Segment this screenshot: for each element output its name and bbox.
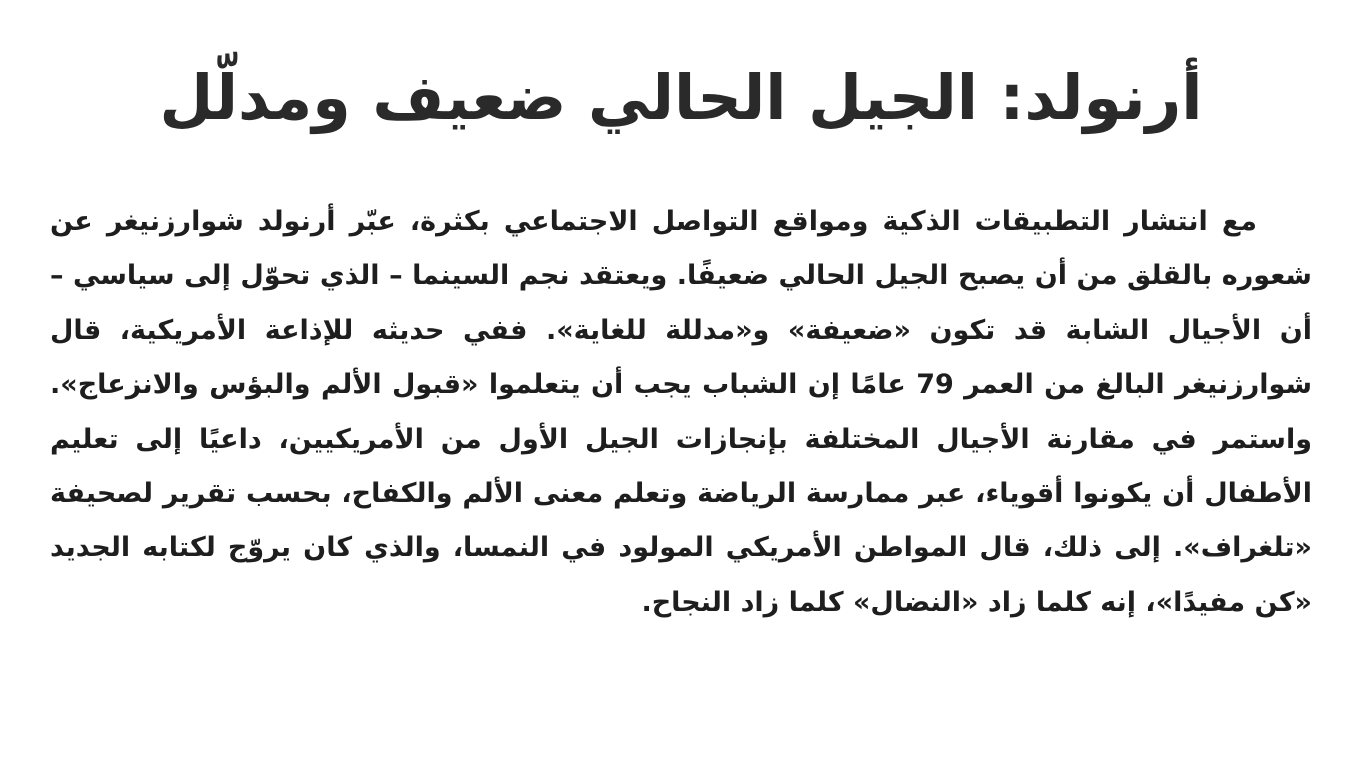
article-body: مع انتشار التطبيقات الذكية ومواقع التواصل الاجتماعي بكثرة، عبّر أرنولد شوارزنيغر عن شعوره بالقلق من أن يصبح الجيل الحالي ضعيفًا. ويعتقد نجم السينما – الذي تحوّل إلى سياسي – أن الأجيال الشابة قد تكون «ضعيفة» و«مدللة للغاية». ففي حديثه للإذاعة الأمريكية، قال شوارزنيغر البالغ من العمر 79 عامًا إن الشباب يجب أن يتعلموا «قبول الألم والبؤس والانزعاج». واستمر في مقارنة الأجيال المختلفة بإنجازات الجيل الأول من الأمريكيين، داعيًا إلى تعليم الأطفال أن يكونوا أقوياء، عبر ممارسة الرياضة وتعلم معنى الألم والكفاح، بحسب تقرير لصحيفة «تلغراف». إلى ذلك، قال المواطن الأمريكي المولود في النمسا، والذي كان يروّج لكتابه الجديد «كن مفيدًا»، إنه كلما زاد «النضال» كلما زاد النجاح. — [50, 206, 1312, 618]
article-headline: أرنولد: الجيل الحالي ضعيف ومدلّل — [159, 61, 1203, 134]
